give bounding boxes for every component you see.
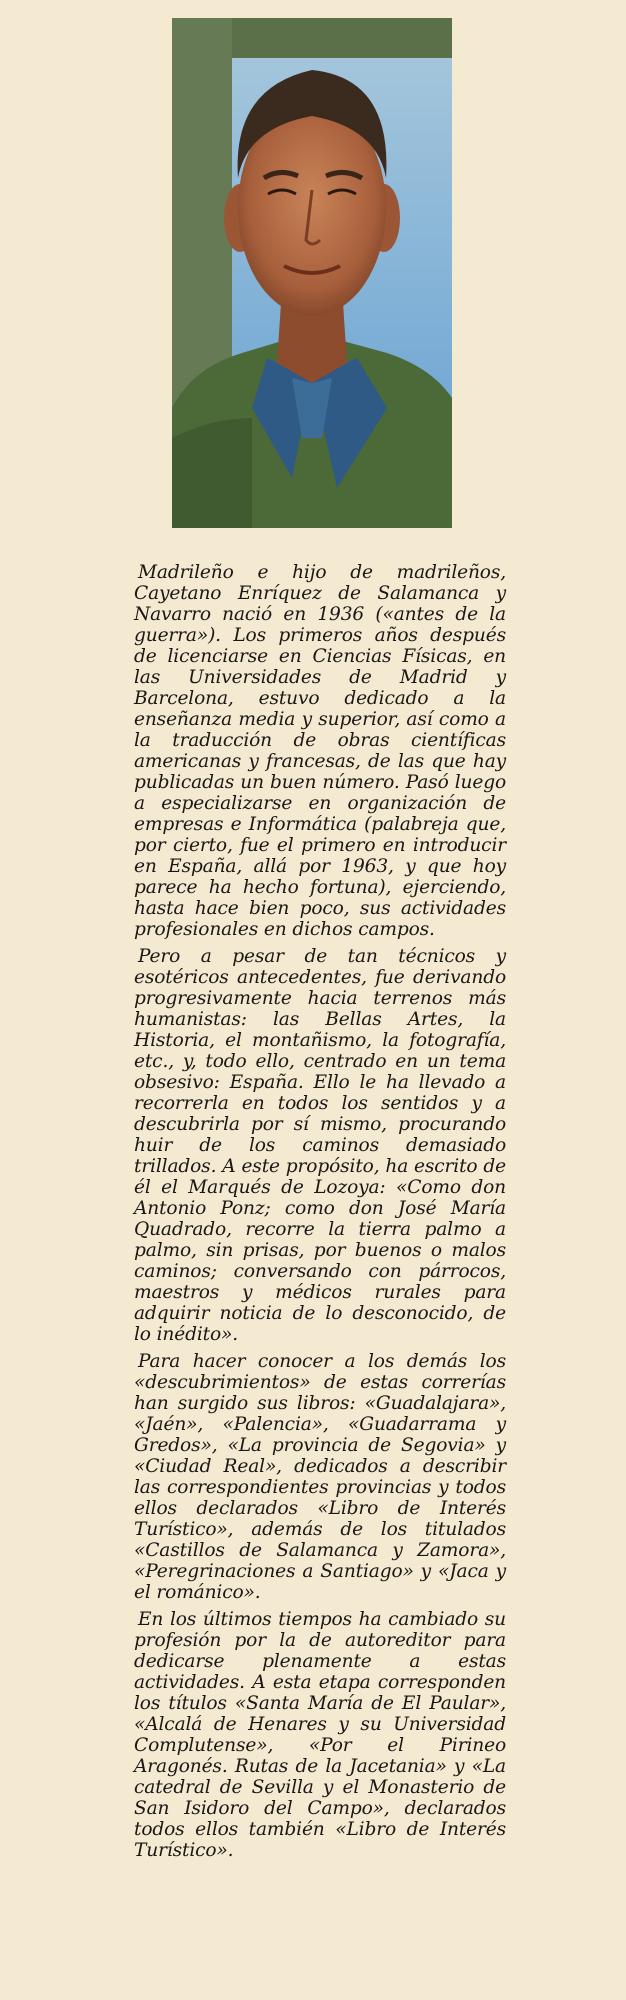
- bio-paragraph: Madrileño e hijo de madrileños, Cayetano Enríquez de Salamanca y Navarro nació en 1936 («antes de la guerra»). Los primeros años después de licenciarse en Ciencias Físicas, en las Universidades de Madrid y Barcelona, estuvo dedicado a la enseñanza media y superior, así como a la traducción de obras científicas americanas y francesas, de las que hay publicadas un buen número. Pasó luego a especializarse en organización de empresas e Informática (palabreja que, por cierto, fue el primero en introducir en España, allá por 1963, y que hoy parece ha hecho fortuna), ejerciendo, hasta hace bien poco, sus actividades profesionales en dichos campos.: [134, 562, 506, 940]
- bio-paragraph: Pero a pesar de tan técnicos y esotéricos antecedentes, fue derivando progresivamente hacia terrenos más humanistas: las Bellas Artes, la Historia, el montañismo, la fotografía, etc., y, todo ello, centrado en un tema obsesivo: España. Ello le ha llevado a recorrerla en todos los sentidos y a descubrirla por sí mismo, procurando huir de los caminos demasiado trillados. A este propósito, ha escrito de él el Marqués de Lozoya: «Como don Antonio Ponz; como don José María Quadrado, recorre la tierra palmo a palmo, sin prisas, por buenos o malos caminos; conversando con párrocos, maestros y médicos rurales para adquirir noticia de lo desconocido, de lo inédito».: [134, 946, 506, 1345]
- bio-paragraph: En los últimos tiempos ha cambiado su profesión por la de autoreditor para dedicarse plenamente a estas actividades. A esta etapa corresponden los títulos «Santa María de El Paular», «Alcalá de Henares y su Universidad Complutense», «Por el Pirineo Aragonés. Rutas de la Jacetania» y «La catedral de Sevilla y el Monasterio de San Isidoro del Campo», declarados todos ellos también «Libro de Interés Turístico».: [134, 1609, 506, 1861]
- bio-paragraph: Para hacer conocer a los demás los «descubrimientos» de estas correrías han surgido sus libros: «Guadalajara», «Jaén», «Palencia», «Guadarrama y Gredos», «La provincia de Segovia» y «Ciudad Real», dedicados a describir las correspondientes provincias y todos ellos declarados «Libro de Interés Turístico», además de los titulados «Castillos de Salamanca y Zamora», «Peregrinaciones a Santiago» y «Jaca y el románico».: [134, 1351, 506, 1603]
- portrait-image: [172, 18, 452, 528]
- author-biography: [134, 562, 506, 1867]
- author-photo: [172, 18, 452, 528]
